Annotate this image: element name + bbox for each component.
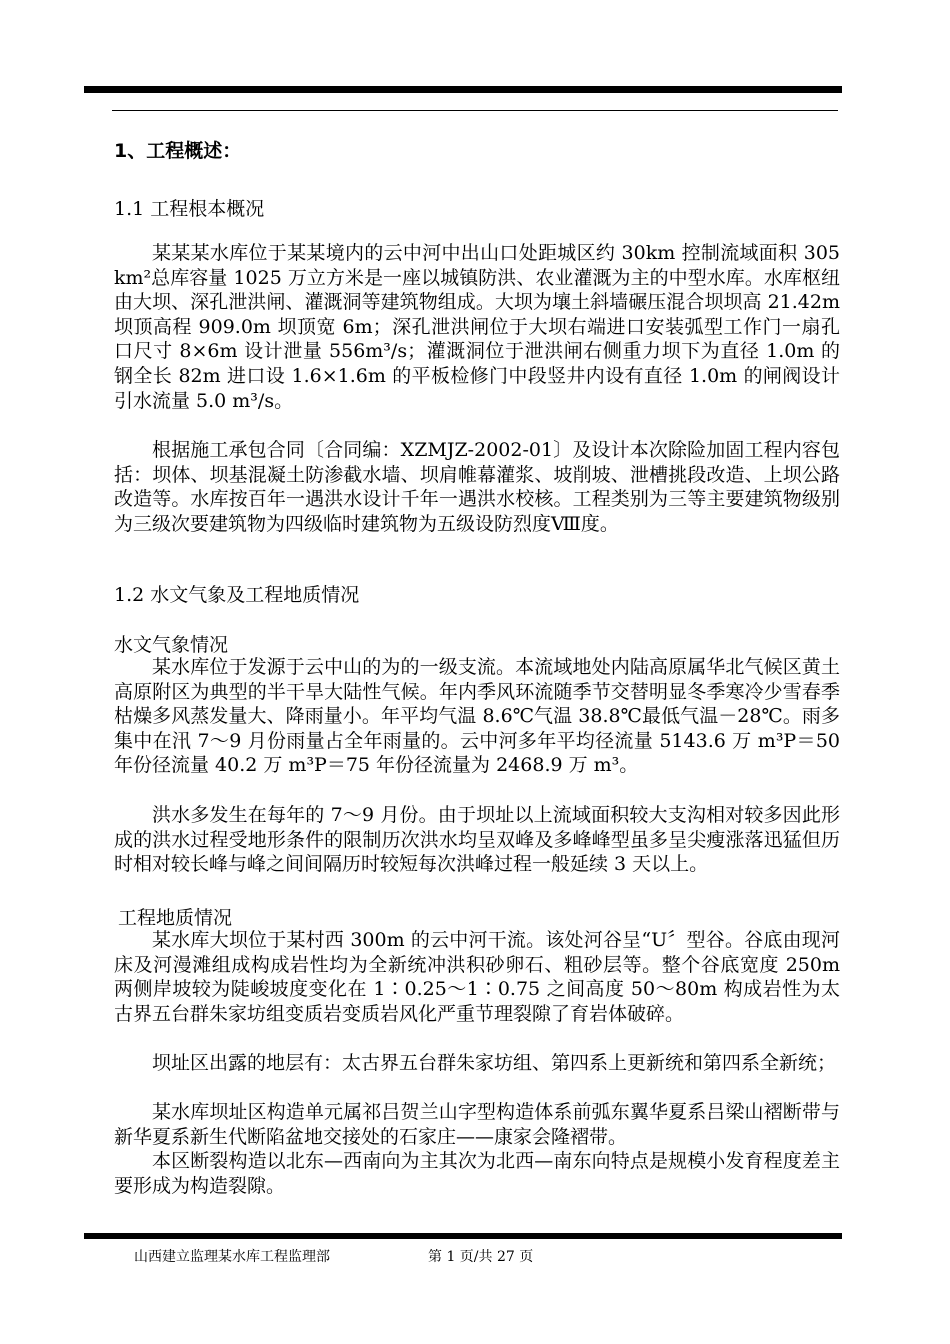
paragraph-contract-scope: 根据施工承包合同〔合同编：XZMJZ-2002-01〕及设计本次除险加固工程内容包括：坝体、坝基混凝土防渗截水墙、坝肩帷幕灌浆、坡削坡、泄槽挑段改造、上坝公路改造等。水库按百年一遇洪水设计千年一遇洪水校核。工程类别为三等主要建筑物级别为三级次要建筑物为四级临时建筑物为五级设防烈度Ⅷ度。: [114, 439, 840, 535]
footer-organization: 山西建立监理某水库工程监理部: [134, 1249, 330, 1265]
paragraph-geology-faults: 本区断裂构造以北东—西南向为主其次为北西—南东向特点是规模小发育程度差主要形成为构造裂隙。: [114, 1150, 840, 1197]
paragraph-overview: 某某某水库位于某某境内的云中河中出山口处距城区约 30km 控制流域面积 305 km²总库容量 1025 万立方米是一座以城镇防洪、农业灌溉为主的中型水库。水库枢纽由大坝、深孔泄洪闸、灌溉洞等建筑物组成。大坝为壤土斜墙碾压混合坝坝高 21.42m 坝顶高程 909.0m 坝顶宽 6m；深孔泄洪闸位于大坝右端进口安装弧型工作门一扇孔口尺寸 8×6m 设计泄量 556m³/s；灌溉洞位于泄洪闸右侧重力坝下为直径 1.0m 的钢全长 82m 进口设 1.6×1.6m 的平板检修门中段竖井内设有直径 1.0m 的闸阀设计引水流量 5.0 m³/s。: [114, 242, 840, 412]
subsection-heading-1-1: 1.1 工程根本概况: [114, 198, 265, 220]
header-rule-thick: [84, 86, 842, 93]
geology-heading: 工程地质情况: [118, 907, 233, 929]
header-rule-thin: [112, 110, 838, 111]
footer-page-number: 第 1 页/共 27 页: [428, 1249, 534, 1265]
footer-rule-thick: [84, 1233, 842, 1239]
paragraph-geology-valley: 某水库大坝位于某村西 300m 的云中河干流。该处河谷呈“U〞型谷。谷底由现河床及河漫滩组成构成岩性均为全新统冲洪积砂卵石、粗砂层等。整个谷底宽度 250m 两侧岸坡较为陡峻坡度变化在 1∶0.25～1∶0.75 之间高度 50～80m 构成岩性为太古界五台群朱家坊组变质岩变质岩风化严重节理裂隙了育岩体破碎。: [114, 929, 840, 1025]
paragraph-floods: 洪水多发生在每年的 7～9 月份。由于坝址以上流域面积较大支沟相对较多因此形成的洪水过程受地形条件的限制历次洪水均呈双峰及多峰峰型虽多呈尖瘦涨落迅猛但历时相对较长峰与峰之间间隔历时较短每次洪峰过程一般延续 3 天以上。: [114, 804, 840, 876]
subsection-heading-1-2: 1.2 水文气象及工程地质情况: [114, 584, 360, 606]
paragraph-geology-structure: 某水库坝址区构造单元属祁吕贺兰山字型构造体系前弧东翼华夏系吕梁山褶断带与新华夏系新生代断陷盆地交接处的石家庄——康家会隆褶带。: [114, 1101, 840, 1148]
paragraph-geology-strata: 坝址区出露的地层有：太古界五台群朱家坊组、第四系上更新统和第四系全新统；: [152, 1052, 837, 1074]
section-heading: 1、工程概述：: [114, 140, 242, 162]
paragraph-hydrology-climate: 某水库位于发源于云中山的为的一级支流。本流域地处内陆高原属华北气候区黄土高原附区为典型的半干旱大陆性气候。年内季风环流随季节交替明显冬季寒冷少雪春季枯燥多风蒸发量大、降雨量小。年平均气温 8.6℃气温 38.8℃最低气温－28℃。雨多集中在汛 7～9 月份雨量占全年雨量的。云中河多年平均径流量 5143.6 万 m³P＝50 年份径流量 40.2 万 m³P＝75 年份径流量为 2468.9 万 m³。: [114, 656, 840, 777]
hydrology-heading: 水文气象情况: [114, 634, 229, 656]
